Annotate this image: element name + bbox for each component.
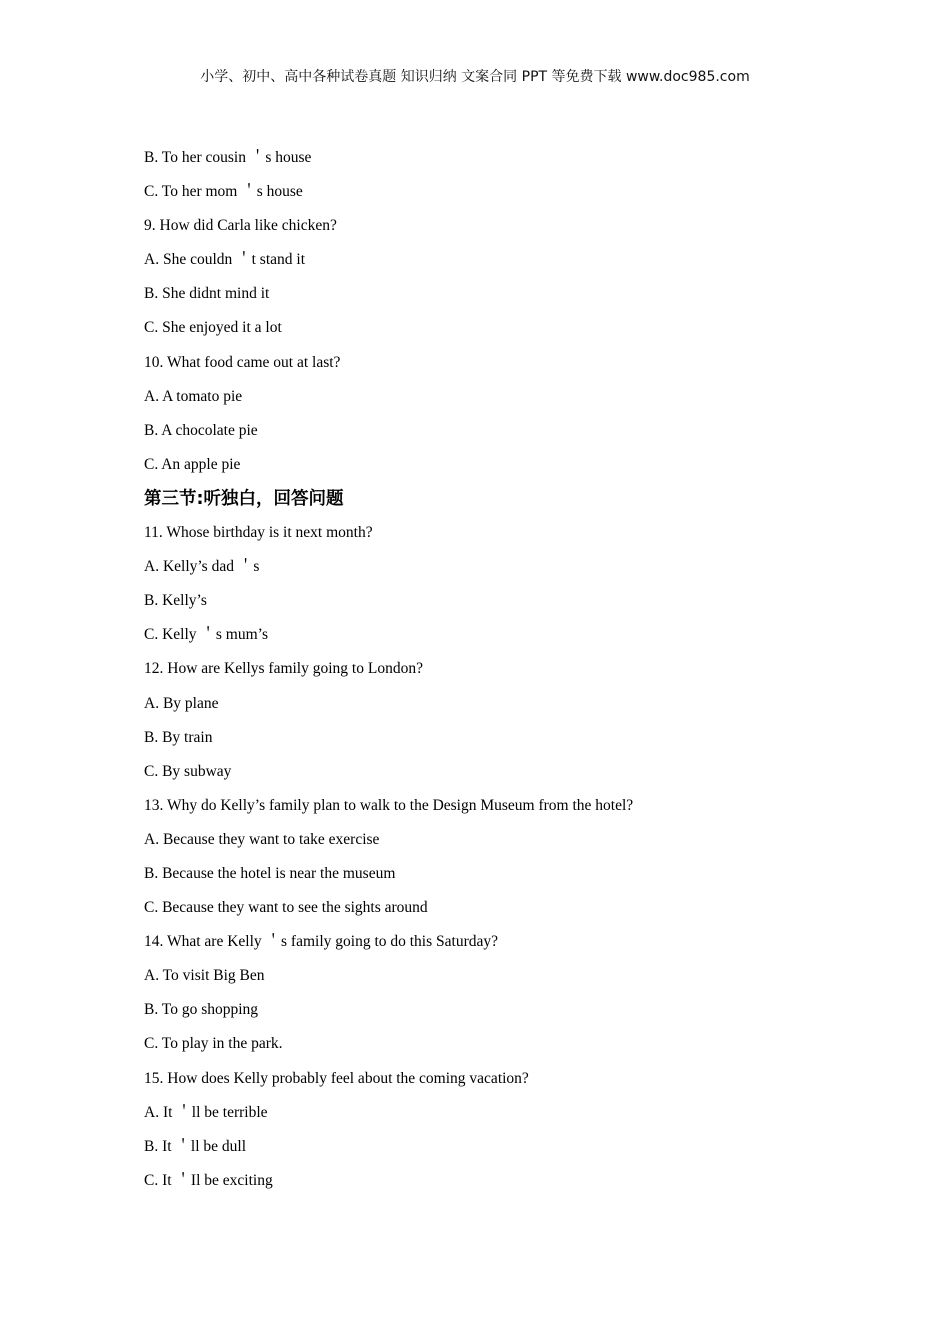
section-heading: 第三节:听独白，回答问题 (144, 488, 344, 509)
answer-option: C. To her mom ＇s house (144, 183, 303, 201)
question-13: 13. Why do Kelly’s family plan to walk to the Design Museum from the hotel? (144, 796, 634, 814)
answer-option: C. By subway (144, 762, 232, 780)
answer-option: B. It ＇ll be dull (144, 1137, 247, 1155)
answer-option: B. To her cousin ＇s house (144, 149, 312, 166)
answer-option: A. Kelly’s dad ＇s (144, 558, 260, 576)
question-11: 11. Whose birthday is it next month? (144, 524, 373, 542)
answer-option: C. It ＇Il be exciting (144, 1171, 273, 1189)
answer-option: C. An apple pie (144, 455, 241, 473)
question-14: 14. What are Kelly ＇s family going to do this Saturday? (144, 933, 498, 951)
answer-option: B. By train (144, 728, 213, 746)
answer-option: B. She didnt mind it (144, 285, 270, 303)
answer-option: C. To play in the park. (144, 1035, 283, 1053)
answer-option: B. A chocolate pie (144, 421, 258, 439)
page-header: 小学、初中、高中各种试卷真题 知识归纳 文案合同 PPT 等免费下载 www.doc985.com (200, 69, 750, 85)
answer-option: A. A tomato pie (144, 387, 243, 405)
question-15: 15. How does Kelly probably feel about the coming vacation? (144, 1069, 529, 1087)
answer-option: B. Kelly’s (144, 592, 207, 610)
answer-option: A. She couldn ＇t stand it (144, 251, 306, 269)
document-body (144, 146, 844, 1203)
question-10: 10. What food came out at last? (144, 353, 341, 371)
answer-option: C. She enjoyed it a lot (144, 319, 282, 337)
answer-option: A. It ＇ll be terrible (144, 1103, 268, 1121)
question-9: 9. How did Carla like chicken? (144, 217, 337, 235)
answer-option: A. Because they want to take exercise (144, 830, 380, 848)
question-12: 12. How are Kellys family going to London? (144, 660, 423, 678)
answer-option: B. To go shopping (144, 1001, 259, 1019)
answer-option: C. Kelly ＇s mum’s (144, 626, 269, 644)
answer-option: B. Because the hotel is near the museum (144, 864, 396, 882)
answer-option: C. Because they want to see the sights around (144, 899, 428, 917)
answer-option: A. To visit Big Ben (144, 967, 265, 985)
answer-option: A. By plane (144, 694, 219, 712)
